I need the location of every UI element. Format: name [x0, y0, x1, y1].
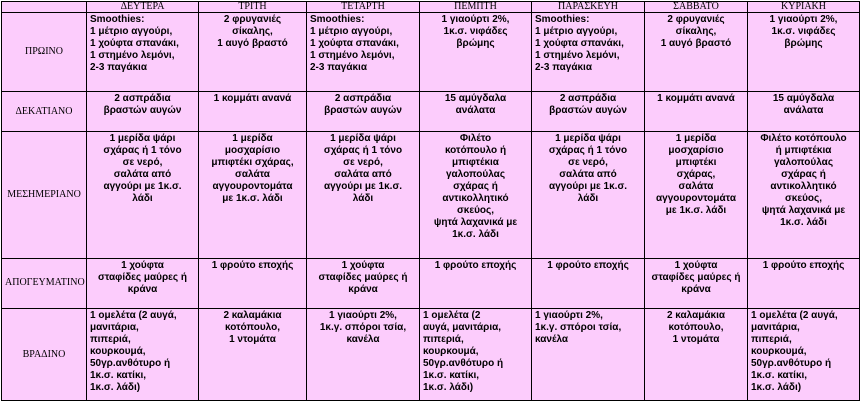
meal-cell: 1 κομμάτι ανανά — [199, 91, 307, 131]
meal-cell: 1 γιαούρτι 2%, 1κ.σ. νιφάδες βρώμης — [420, 13, 532, 92]
meal-label-lunch: ΜΕΣΗΜΕΡΙΑΝΟ — [2, 132, 87, 258]
meal-cell: 1 φρούτο εποχής — [199, 258, 307, 309]
day-header-monday: ΔΕΥΤΕΡΑ — [87, 2, 199, 13]
day-header-sunday: ΚΥΡΙΑΚΗ — [748, 2, 860, 13]
meal-cell: 2 ασπράδια βραστών αυγών — [532, 91, 645, 131]
meal-cell: 1 χούφτα σταφίδες μαύρες ή κράνα — [645, 258, 748, 309]
meal-cell: 1 ομελέτα (2 αυγά, μανιτάρια, πιπεριά, κουρκουμά, 50γρ.ανθότυρο ή 1κ.σ. κατίκι, 1κ.σ. λάδι) — [87, 309, 199, 401]
meal-cell: 1 μερίδα ψάρι σχάρας ή 1 τόνο σε νερό, σαλάτα από αγγούρι με 1κ.σ. λάδι — [532, 132, 645, 258]
meal-label-afternoon-snack: ΑΠΟΓΕΥΜΑΤΙΝΟ — [2, 258, 87, 309]
meal-cell: 1 χούφτα σταφίδες μαύρες ή κράνα — [87, 258, 199, 309]
meal-cell: 2 φρυγανιές σίκαλης, 1 αυγό βραστό — [645, 13, 748, 92]
meal-cell: 1 χούφτα σταφίδες μαύρες ή κράνα — [307, 258, 420, 309]
meal-cell: 1 ομελέτα (2 αυγά, μανιτάρια, πιπεριά, κουρκουμά, 50γρ.ανθότυρο ή 1κ.σ. κατίκι, 1κ.σ. λάδι) — [420, 309, 532, 401]
meal-cell: 1 φρούτο εποχής — [420, 258, 532, 309]
meal-cell: 1 μερίδα ψάρι σχάρας ή 1 τόνο σε νερό, σαλάτα από αγγούρι με 1κ.σ. λάδι — [87, 132, 199, 258]
meal-cell: 2 καλαμάκια κοτόπουλο, 1 ντομάτα — [199, 309, 307, 401]
meal-label-dinner: ΒΡΑΔΙΝΟ — [2, 309, 87, 401]
day-header-thursday: ΠΕΜΠΤΗ — [420, 2, 532, 13]
meal-row-afternoon-snack — [2, 258, 860, 309]
meal-cell: 1 μερίδα ψάρι σχάρας ή 1 τόνο σε νερό, σαλάτα από αγγούρι με 1κ.σ. λάδι — [307, 132, 420, 258]
meal-row-dinner — [2, 309, 860, 401]
meal-cell: 1 φρούτο εποχής — [748, 258, 860, 309]
meal-label-morning-snack: ΔΕΚΑΤΙΑΝΟ — [2, 91, 87, 131]
header-row — [2, 2, 860, 13]
meal-cell: 1 φρούτο εποχής — [532, 258, 645, 309]
meal-row-morning-snack — [2, 91, 860, 131]
day-header-tuesday: ΤΡΙΤΗ — [199, 2, 307, 13]
meal-cell: 2 καλαμάκια κοτόπουλο, 1 ντομάτα — [645, 309, 748, 401]
meal-cell: 1 γιαούρτι 2%, 1κ.γ. σπόροι τσία, κανέλα — [532, 309, 645, 401]
meal-cell: 2 ασπράδια βραστών αυγών — [307, 91, 420, 131]
weekly-meal-plan-table — [1, 1, 860, 401]
meal-label-breakfast: ΠΡΩΙΝΟ — [2, 13, 87, 92]
meal-cell: 1 γιαούρτι 2%, 1κ.γ. σπόροι τσία, κανέλα — [307, 309, 420, 401]
meal-cell: Φιλέτο κοτόπουλο ή μπιφτέκια γαλοπούλας σχάρας ή αντικολλητικό σκεύος, ψητά λαχανικά με 1κ.σ. λάδι — [748, 132, 860, 258]
meal-cell: Smoothies: 1 μέτριο αγγούρι, 1 χούφτα σπανάκι, 1 στημένο λεμόνι, 2-3 παγάκια — [532, 13, 645, 92]
meal-cell: 1 μερίδα μοσχαρίσιο μπιφτέκι σχάρας, σαλάτα αγγουροντομάτα με 1κ.σ. λάδι — [199, 132, 307, 258]
day-header-friday: ΠΑΡΑΣΚΕΥΗ — [532, 2, 645, 13]
meal-cell: 15 αμύγδαλα ανάλατα — [420, 91, 532, 131]
meal-cell: 2 ασπράδια βραστών αυγών — [87, 91, 199, 131]
meal-row-breakfast — [2, 13, 860, 92]
meal-cell: 1 κομμάτι ανανά — [645, 91, 748, 131]
meal-row-lunch — [2, 132, 860, 258]
meal-cell: 15 αμύγδαλα ανάλατα — [748, 91, 860, 131]
meal-cell: Φιλέτο κοτόπουλο ή μπιφτέκια γαλοπούλας σχάρας ή αντικολλητικό σκεύος, ψητά λαχανικά με 1κ.σ. λάδι — [420, 132, 532, 258]
meal-cell: 2 φρυγανιές σίκαλης, 1 αυγό βραστό — [199, 13, 307, 92]
meal-cell: Smoothies: 1 μέτριο αγγούρι, 1 χούφτα σπανάκι, 1 στημένο λεμόνι, 2-3 παγάκια — [307, 13, 420, 92]
day-header-saturday: ΣΑΒΒΑΤΟ — [645, 2, 748, 13]
meal-cell: Smoothies: 1 μέτριο αγγούρι, 1 χούφτα σπανάκι, 1 στημένο λεμόνι, 2-3 παγάκια — [87, 13, 199, 92]
corner-cell — [2, 2, 87, 13]
day-header-wednesday: ΤΕΤΑΡΤΗ — [307, 2, 420, 13]
meal-cell: 1 ομελέτα (2 αυγά, μανιτάρια, πιπεριά, κουρκουμά, 50γρ.ανθότυρο ή 1κ.σ. κατίκι, 1κ.σ. λάδι) — [748, 309, 860, 401]
meal-cell: 1 γιαούρτι 2%, 1κ.σ. νιφάδες βρώμης — [748, 13, 860, 92]
meal-cell: 1 μερίδα μοσχαρίσιο μπιφτέκι σχάρας, σαλάτα αγγουροντομάτα με 1κ.σ. λάδι — [645, 132, 748, 258]
